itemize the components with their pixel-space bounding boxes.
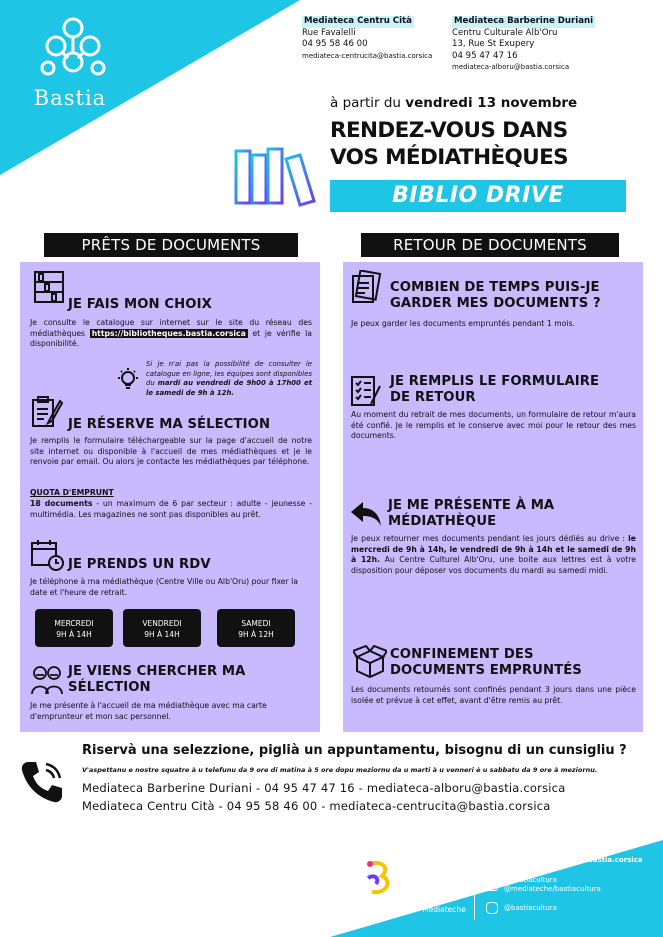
footer-divider [474, 855, 475, 920]
mediateche-logo-icon [426, 858, 460, 900]
contact-title: Mediateca Centru Cità [304, 16, 412, 26]
step-reserve-text: Je remplis le formulaire téléchargeable sur la page d'accueil de notre site internet ou disponible à l'accueil de mes médiathèques et je le renvoie par email. Ou alors je contacte les médiathèques par téléphone. [30, 436, 312, 466]
people-masks-icon [30, 662, 64, 696]
instagram-handle[interactable]: @bastiacultura [504, 904, 557, 912]
step-appointment-text: Je téléphone à ma médiathèque (Centre Ville ou Alb'Oru) pour fixer la date et l'heure de retrait. [30, 577, 298, 597]
footer-schedule: V'aspettanu e nostre squatre à u telefunu da 9 ore di matina à 5 ore dopu meziornu da u marti à u venneri è u sabbatu da 9 ore à meziornu. [82, 766, 598, 774]
contact-address-2: 13, Rue St Exupery [452, 39, 535, 49]
keep-duration-title-1: COMBIEN DE TEMPS PUIS-JE [390, 280, 600, 295]
facebook-icon [486, 879, 498, 891]
day-slot-saturday [217, 609, 295, 647]
quarantine-title-2: DOCUMENTS EMPRUNTÉS [390, 663, 582, 678]
step-appointment-title: JE PRENDS UN RDV [68, 557, 211, 572]
documents-icon [350, 270, 384, 304]
contact-email: mediateca-centrucita@bastia.corsica [302, 51, 433, 60]
headline [330, 117, 630, 171]
facebook-handle-2[interactable]: @mediateche/bastiacultura [504, 885, 601, 893]
step-pickup-title [68, 664, 245, 696]
lightbulb-icon [114, 366, 142, 394]
contact-address: Centru Culturale Alb'Oru [452, 27, 558, 38]
footer-question: Riservà una selezzione, piglià un appuntamentu, bisognu di un cunsigliu ? [82, 743, 627, 758]
return-form-icon [349, 374, 383, 408]
visit-library-title-2: MÉDIATHÈQUE [388, 514, 497, 529]
day-name: SAMEDI [241, 619, 271, 628]
day-name: MERCREDI [54, 619, 94, 628]
quota-text [30, 499, 312, 520]
visit-library-title-1: JE ME PRÉSENTE À MA [388, 498, 555, 513]
site-label: Site : [482, 856, 501, 864]
returns-heading: RETOUR DE DOCUMENTS [361, 233, 619, 257]
quarantine-text: Les documents retournés sont confinés pendant 3 jours dans une pièce isolée et prévue à cet effet, avant d'être remis au prêt. [351, 685, 636, 705]
logo-wordmark: Bastia [33, 86, 107, 110]
day-slot-friday [123, 609, 201, 647]
step-pickup-text: Je me présente à l'accueil de ma médiathèque avec ma carte d'emprunteur et mon sac personnel. [30, 701, 267, 721]
step-choose-text [30, 318, 312, 350]
return-form-title [390, 374, 599, 406]
contact-address: Rue Favalelli [302, 27, 356, 38]
site-link[interactable]: https://bibliotheques.bastia.corsica [502, 856, 643, 864]
shelf-icon [32, 270, 66, 304]
keep-duration-title-2: GARDER MES DOCUMENTS ? [390, 296, 601, 311]
brand-mediateche: Mediateche [422, 905, 466, 914]
step-pickup-title-1: JE VIENS CHERCHER MA [68, 664, 246, 679]
footer-contact-centrucita: Mediateca Centru Cità - 04 95 58 46 00 - mediateca-centrucita@bastia.corsica [82, 799, 551, 813]
visit-library-title [388, 498, 554, 530]
loans-heading: PRÊTS DE DOCUMENTS [44, 233, 298, 257]
catalogue-link[interactable]: https://bibliotheques.bastia.corsica [91, 328, 246, 338]
keep-duration-title [390, 280, 601, 312]
contact-title: Mediateca Barberine Duriani [454, 16, 594, 26]
from-date: vendredi 13 novembre [405, 95, 578, 111]
availability-note-a: Si je n'ai pas la possibilité de consulter le catalogue en ligne, les équipes sont disponibles du [146, 360, 312, 388]
visit-library-text [351, 534, 636, 576]
visit-library-hours: le mercredi de 9h à 14h, le vendredi de 9h à 14h et le samedi de 9h à 12h. [351, 534, 636, 564]
bastiacultura-logo-icon [360, 858, 394, 900]
box-icon [353, 645, 387, 679]
headline-line-2: VOS MÉDIATHÈQUES [330, 145, 569, 170]
from-prefix: à partir du [330, 95, 401, 111]
instagram-handle-row [486, 902, 557, 914]
day-name: VENDREDI [142, 619, 182, 628]
books-icon [228, 145, 323, 207]
return-arrow-icon [349, 496, 383, 530]
quota-detail: - un maximum de 6 par secteur : adulte - jeunesse - multimédia. Les magazines ne sont pas disponibles au prêt. [30, 499, 312, 519]
footer-site [482, 856, 662, 864]
contact-email: mediateca-alboru@bastia.corsica [452, 63, 570, 71]
biblio-drive-banner: BIBLIO DRIVE [330, 180, 626, 212]
step-reserve-title: JE RÉSERVE MA SÉLECTION [68, 417, 271, 432]
facebook-handle-1[interactable]: @bastiacultura [504, 876, 557, 884]
facebook-handles [486, 876, 601, 894]
quota-title: QUOTA D'EMPRUNT [30, 488, 114, 497]
quota-count: 18 documents [30, 499, 93, 508]
availability-note [146, 360, 312, 398]
quarantine-title [390, 647, 582, 679]
availability-note-b: mardi au vendredi de 9h00 à 17h00 et le samedi de 9h à 12h. [146, 379, 312, 397]
visit-library-text-a: Je peux retourner mes documents pendant les jours dédiés au drive : [351, 534, 626, 543]
day-slot-wednesday [35, 609, 113, 647]
visit-library-text-b: Au Centre Culturel Alb'Oru, une boite aux lettres est à votre disposition pour déposer vos documents du mardi au samedi midi. [351, 555, 636, 575]
step-choose-title: JE FAIS MON CHOIX [68, 297, 212, 312]
step-pickup-title-2: SÉLECTION [68, 680, 151, 695]
headline-line-1: RENDEZ-VOUS DANS [330, 118, 568, 143]
footer-contact-alboru: Mediateca Barberine Duriani - 04 95 47 47 16 - mediateca-alboru@bastia.corsica [82, 781, 566, 795]
contact-phone: 04 95 47 47 16 [452, 50, 518, 61]
return-form-title-1: JE REMPLIS LE FORMULAIRE [390, 374, 600, 389]
day-hours: 9H À 14H [56, 630, 92, 639]
quarantine-title-1: CONFINEMENT DES [390, 647, 534, 662]
day-hours: 9H À 14H [144, 630, 180, 639]
return-form-title-2: DE RETOUR [390, 390, 476, 405]
day-hours: 9H À 12H [238, 630, 274, 639]
contact-barberine-duriani [452, 16, 622, 74]
phone-icon [18, 758, 66, 806]
step-choose-text-b: et je vérifie la disponibilité. [30, 328, 312, 348]
contact-phone: 04 95 58 46 00 [302, 39, 368, 49]
return-form-text: Au moment du retrait de mes documents, un formulaire de retour m'aura été confié. Je le remplis et le conserve avec moi pour le retour des mes documents. [351, 410, 636, 440]
instagram-icon [486, 902, 498, 914]
keep-duration-text: Je peux garder les documents empruntés pendant 1 mois. [351, 319, 576, 328]
calendar-clock-icon [30, 538, 64, 572]
contact-centru-cita [302, 16, 450, 62]
form-pen-icon [30, 395, 64, 429]
brand-bastiacultura: BastiaCultura [352, 905, 404, 914]
start-date-line [330, 95, 630, 111]
step-choose-text-a: Je consulte le catalogue sur internet sur le site du réseau des médiathèques [30, 318, 312, 338]
